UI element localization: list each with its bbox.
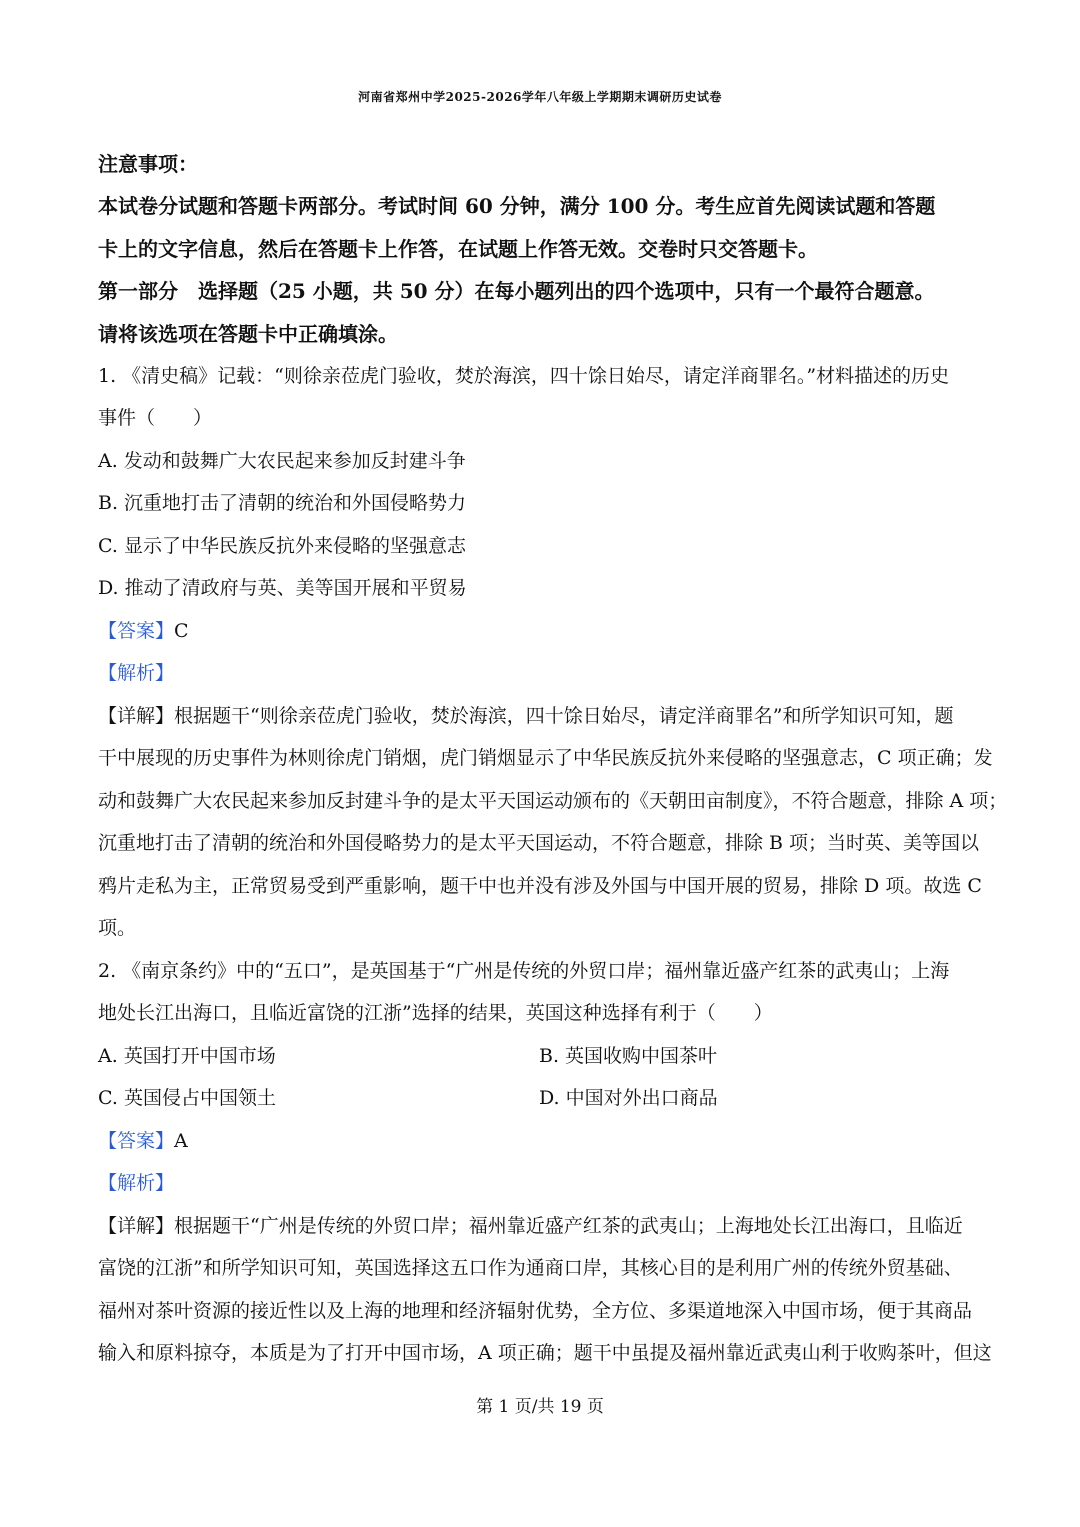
q1-stem-line-2: 事件（ ） (98, 407, 213, 429)
q2-option-d: D. 中国对外出口商品 (539, 1087, 718, 1109)
notice-heading: 注意事项： (98, 152, 198, 176)
page-footer: 第 1 页/共 19 页 (476, 1397, 604, 1417)
q2-detail-line-3: 福州对茶叶资源的接近性以及上海的地理和经济辐射优势，全方位、多渠道地深入中国市场，便于其商品 (98, 1300, 973, 1322)
q2-analysis-tag: 【解析】 (98, 1172, 175, 1194)
q2-option-b: B. 英国收购中国茶叶 (539, 1045, 718, 1067)
q1-detail-line-6: 项。 (98, 917, 137, 939)
q1-option-b: B. 沉重地打击了清朝的统治和外国侵略势力 (98, 492, 467, 514)
detail-tag: 【详解】 (98, 705, 175, 727)
detail-text: 根据题干“则徐亲莅虎门验收，焚於海滨，四十馀日始尽，请定洋商罪名”和所学知识可知，题 (174, 705, 954, 727)
page-title: 河南省郑州中学2025-2026学年八年级上学期期末调研历史试卷 (358, 90, 722, 104)
q1-answer (98, 616, 189, 643)
answer-tag: 【答案】 (98, 620, 175, 642)
q1-detail-line-3: 动和鼓舞广大农民起来参加反封建斗争的是太平天国运动颁布的《天朝田亩制度》，不符合题意，排除 A 项； (98, 790, 1008, 812)
notice-line-1: 本试卷分试题和答题卡两部分。考试时间 60 分钟，满分 100 分。考生应首先阅读试题和答题 (98, 194, 936, 218)
q1-detail-line-1 (98, 701, 953, 728)
q1-detail-line-5: 鸦片走私为主，正常贸易受到严重影响，题干中也并没有涉及外国与中国开展的贸易，排除 D 项。故选 C (98, 875, 982, 897)
q2-detail-line-4: 输入和原料掠夺，本质是为了打开中国市场，A 项正确；题干中虽提及福州靠近武夷山利于收购茶叶，但这 (98, 1342, 992, 1364)
detail-text: 根据题干“广州是传统的外贸口岸；福州靠近盛产红茶的武夷山；上海地处长江出海口，且临近 (174, 1215, 963, 1237)
notice-line-2: 卡上的文字信息，然后在答题卡上作答，在试题上作答无效。交卷时只交答题卡。 (98, 237, 818, 261)
answer-tag: 【答案】 (98, 1130, 175, 1152)
q1-option-a: A. 发动和鼓舞广大农民起来参加反封建斗争 (98, 450, 466, 472)
answer-value: A (174, 1130, 188, 1152)
q1-detail-line-2: 干中展现的历史事件为林则徐虎门销烟，虎门销烟显示了中华民族反抗外来侵略的坚强意志，C 项正确；发 (98, 747, 993, 769)
q1-option-d: D. 推动了清政府与英、美等国开展和平贸易 (98, 577, 467, 599)
q1-stem-line-1: 1. 《清史稿》记载：“则徐亲莅虎门验收，焚於海滨，四十馀日始尽，请定洋商罪名。”材料描述的历史 (98, 365, 950, 387)
q2-stem-line-1: 2. 《南京条约》中的“五口”，是英国基于“广州是传统的外贸口岸；福州靠近盛产红茶的武夷山；上海 (98, 960, 950, 982)
q2-detail-line-2: 富饶的江浙”和所学知识可知，英国选择这五口作为通商口岸，其核心目的是利用广州的传统外贸基础、 (98, 1257, 963, 1279)
answer-value: C (174, 620, 189, 642)
q1-analysis-tag: 【解析】 (98, 662, 175, 684)
q1-detail-line-4: 沉重地打击了清朝的统治和外国侵略势力的是太平天国运动，不符合题意，排除 B 项；当时英、美等国以 (98, 832, 980, 854)
q1-option-c: C. 显示了中华民族反抗外来侵略的坚强意志 (98, 535, 466, 557)
section-line-1: 第一部分 选择题（25 小题，共 50 分）在每小题列出的四个选项中，只有一个最符合题意。 (98, 279, 935, 303)
q2-answer (98, 1126, 188, 1153)
section-line-2: 请将该选项在答题卡中正确填涂。 (98, 322, 398, 346)
q2-detail-line-1 (98, 1211, 963, 1238)
q2-option-a: A. 英国打开中国市场 (98, 1045, 276, 1067)
q2-stem-line-2: 地处长江出海口，且临近富饶的江浙”选择的结果，英国这种选择有利于（ ） (98, 1002, 773, 1024)
q2-option-c: C. 英国侵占中国领土 (98, 1087, 276, 1109)
detail-tag: 【详解】 (98, 1215, 175, 1237)
